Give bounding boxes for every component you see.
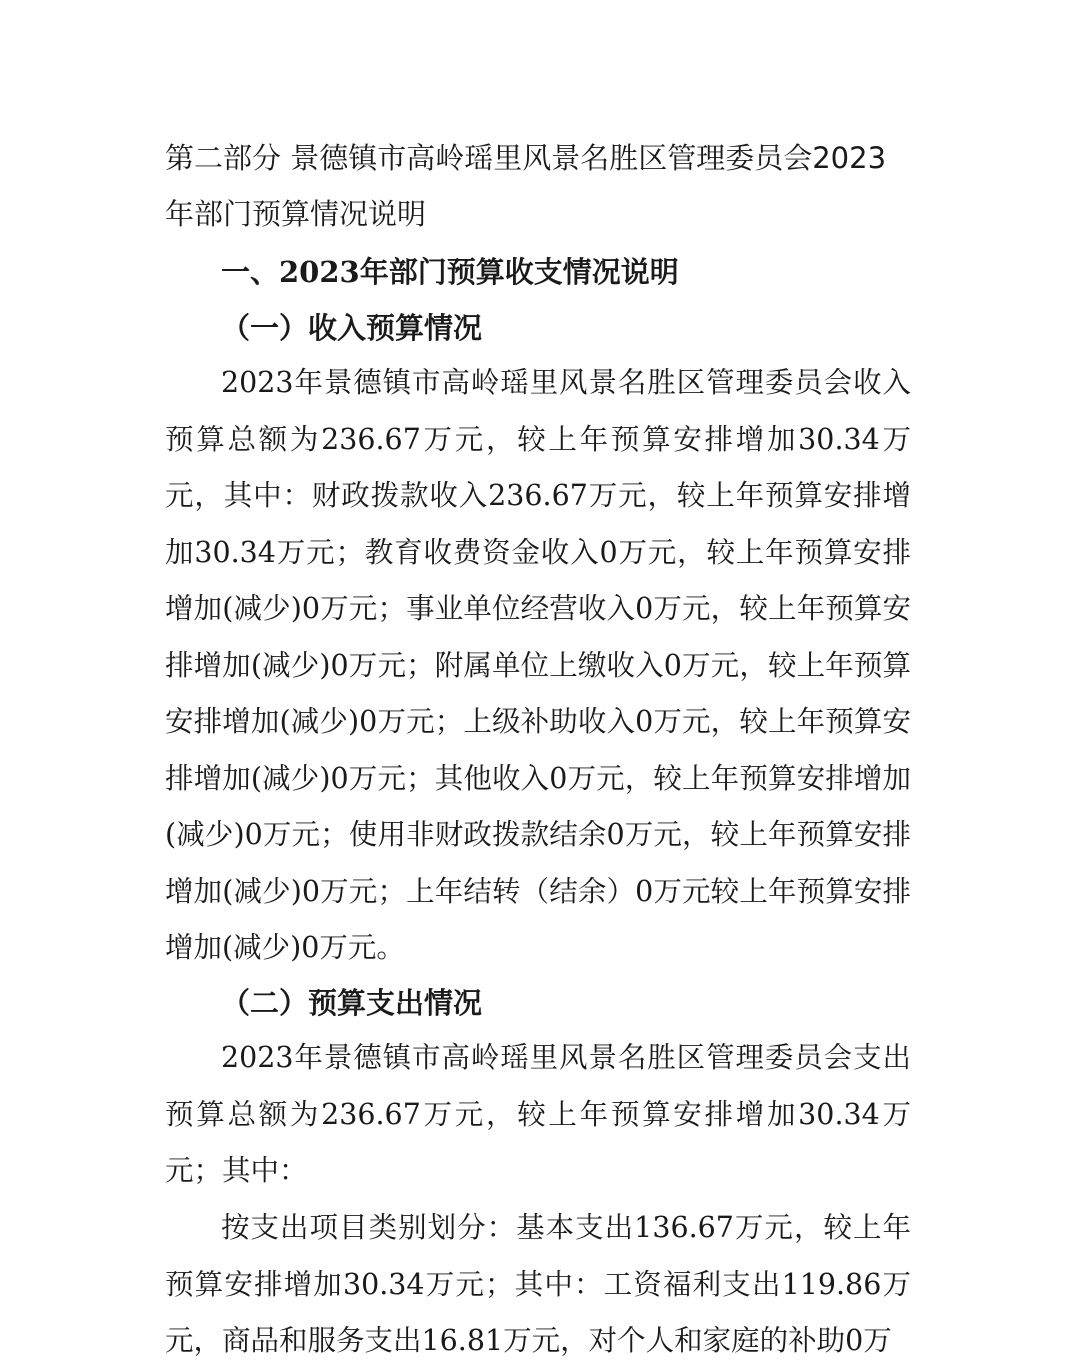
subsection-heading-income: （一）收入预算情况 bbox=[221, 311, 483, 345]
subsection-heading-expenditure: （二）预算支出情况 bbox=[221, 986, 483, 1020]
expenditure-paragraph: 2023年景德镇市高岭瑶里风景名胜区管理委员会支出预算总额为236.67万元，较上年预算安排增加30.34万元；其中： bbox=[165, 1041, 911, 1187]
document-title: 第二部分 景德镇市高岭瑶里风景名胜区管理委员会2023年部门预算情况说明 bbox=[165, 141, 887, 231]
section-heading-budget-overview: 一、2023年部门预算收支情况说明 bbox=[221, 255, 679, 289]
category-paragraph: 按支出项目类别划分：基本支出136.67万元，较上年预算安排增加30.34万元；其中：工资福利支出119.86万元，商品和服务支出16.81万元，对个人和家庭的补助0万 bbox=[165, 1211, 911, 1357]
income-paragraph: 2023年景德镇市高岭瑶里风景名胜区管理委员会收入预算总额为236.67万元，较上年预算安排增加30.34万元，其中：财政拨款收入236.67万元，较上年预算安排增加30.34万元；教育收费资金收入0万元，较上年预算安排增加(减少)0万元；事业单位经营收入0万元，较上年预算安排增加(减少)0万元；附属单位上缴收入0万元，较上年预算安排增加(减少)0万元；上级补助收入0万元，较上年预算安排增加(减少)0万元；其他收入0万元，较上年预算安排增加(减少)0万元；使用非财政拨款结余0万元，较上年预算安排增加(减少)0万元；上年结转（结余）0万元较上年预算安排增加(减少)0万元。 bbox=[165, 366, 911, 964]
